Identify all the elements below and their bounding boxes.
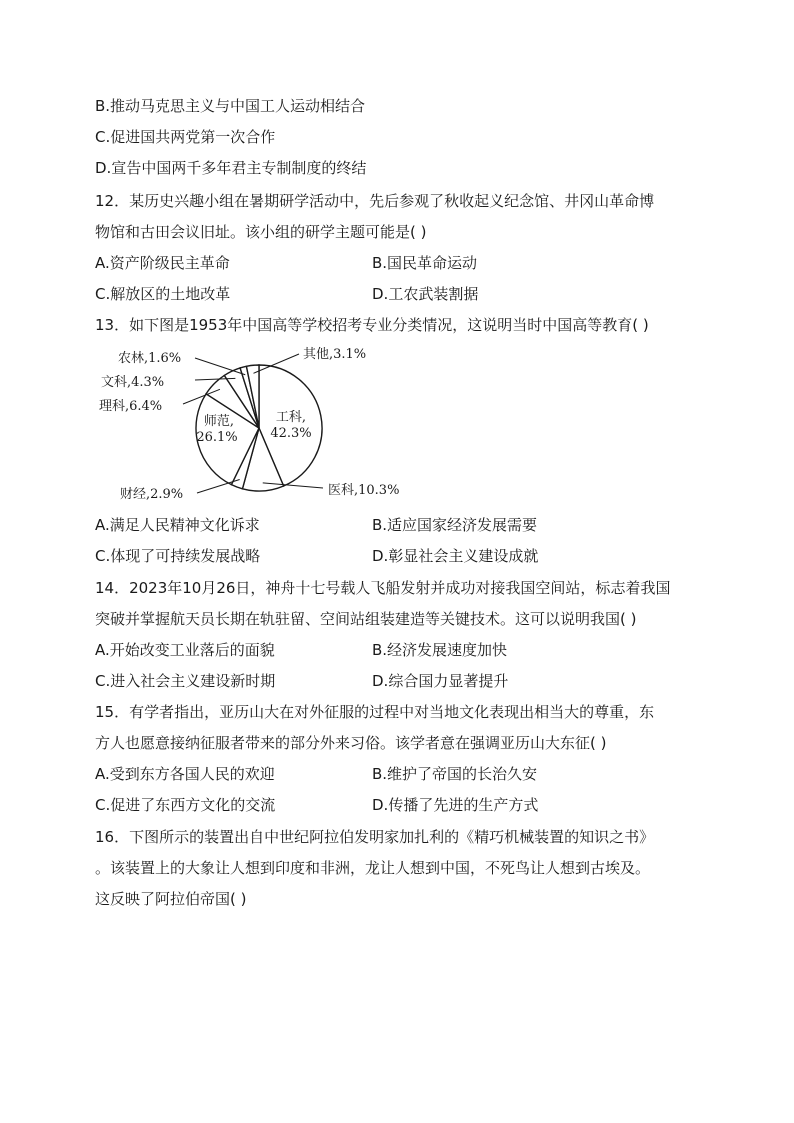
q16-stem-line1: 16．下图所示的装置出自中世纪阿拉伯发明家加扎利的《精巧机械装置的知识之书》 <box>95 828 655 846</box>
q15-option-d[interactable]: D.传播了先进的生产方式 <box>372 796 539 814</box>
pie-label-工科: 工科, <box>275 410 307 425</box>
q15-stem-line2: 方人也愿意接纳征服者带来的部分外来习俗。该学者意在强调亚历山大东征( ) <box>95 734 607 752</box>
q13-option-c[interactable]: C.体现了可持续发展战略 <box>95 547 261 565</box>
pie-label-其他: 其他,3.1% <box>303 347 367 362</box>
q14-option-c[interactable]: C.进入社会主义建设新时期 <box>95 672 276 690</box>
enrollment-pie-chart <box>95 338 415 504</box>
q15-option-c[interactable]: C.促进了东西方文化的交流 <box>95 796 276 814</box>
pie-pct-工科: 42.3% <box>270 426 312 441</box>
pie-pct-师范: 26.1% <box>196 430 238 445</box>
pie-label-医科: 医科,10.3% <box>328 483 400 498</box>
pie-label-农林: 农林,1.6% <box>118 351 182 366</box>
q12-stem-line2: 物馆和古田会议旧址。该小组的研学主题可能是( ) <box>95 223 427 241</box>
q16-stem-line3: 这反映了阿拉伯帝国( ) <box>95 890 247 908</box>
q15-stem-line1: 15．有学者指出，亚历山大在对外征服的过程中对当地文化表现出相当大的尊重，东 <box>95 703 655 721</box>
q12-option-c[interactable]: C.解放区的土地改革 <box>95 285 231 303</box>
q13-option-b[interactable]: B.适应国家经济发展需要 <box>372 516 538 534</box>
q13-option-d[interactable]: D.彰显社会主义建设成就 <box>372 547 539 565</box>
q15-option-b[interactable]: B.维护了帝国的长治久安 <box>372 765 538 783</box>
pie-label-师范: 师范, <box>203 414 235 429</box>
q14-option-b[interactable]: B.经济发展速度加快 <box>372 641 508 659</box>
q11-option-b[interactable]: B.推动马克思主义与中国工人运动相结合 <box>95 97 366 115</box>
pie-label-文科: 文科,4.3% <box>101 375 165 390</box>
q16-stem-line2: 。该装置上的大象让人想到印度和非洲，龙让人想到中国，不死鸟让人想到古埃及。 <box>95 859 651 877</box>
pie-label-财经: 财经,2.9% <box>120 487 184 502</box>
q15-option-a[interactable]: A.受到东方各国人民的欢迎 <box>95 765 275 783</box>
q14-option-d[interactable]: D.综合国力显著提升 <box>372 672 509 690</box>
q11-option-c[interactable]: C.促进国共两党第一次合作 <box>95 128 276 146</box>
q13-stem-line1: 13．如下图是1953年中国高等学校招考专业分类情况，这说明当时中国高等教育( ) <box>95 316 649 334</box>
q12-option-b[interactable]: B.国民革命运动 <box>372 254 478 272</box>
pie-leader-农林 <box>195 358 245 375</box>
q13-option-a[interactable]: A.满足人民精神文化诉求 <box>95 516 260 534</box>
q14-option-a[interactable]: A.开始改变工业落后的面貌 <box>95 641 275 659</box>
q14-stem-line1: 14．2023年10月26日，神舟十七号载人飞船发射并成功对接我国空间站，标志着我国 <box>95 579 671 597</box>
q12-option-d[interactable]: D.工农武装割据 <box>372 285 479 303</box>
pie-label-理科: 理科,6.4% <box>99 399 163 414</box>
q12-option-a[interactable]: A.资产阶级民主革命 <box>95 254 230 272</box>
q12-stem-line1: 12．某历史兴趣小组在暑期研学活动中，先后参观了秋收起义纪念馆、井冈山革命博 <box>95 192 655 210</box>
q14-stem-line2: 突破并掌握航天员长期在轨驻留、空间站组装建造等关键技术。这可以说明我国( ) <box>95 610 637 628</box>
q11-option-d[interactable]: D.宣告中国两千多年君主专制制度的终结 <box>95 159 367 177</box>
